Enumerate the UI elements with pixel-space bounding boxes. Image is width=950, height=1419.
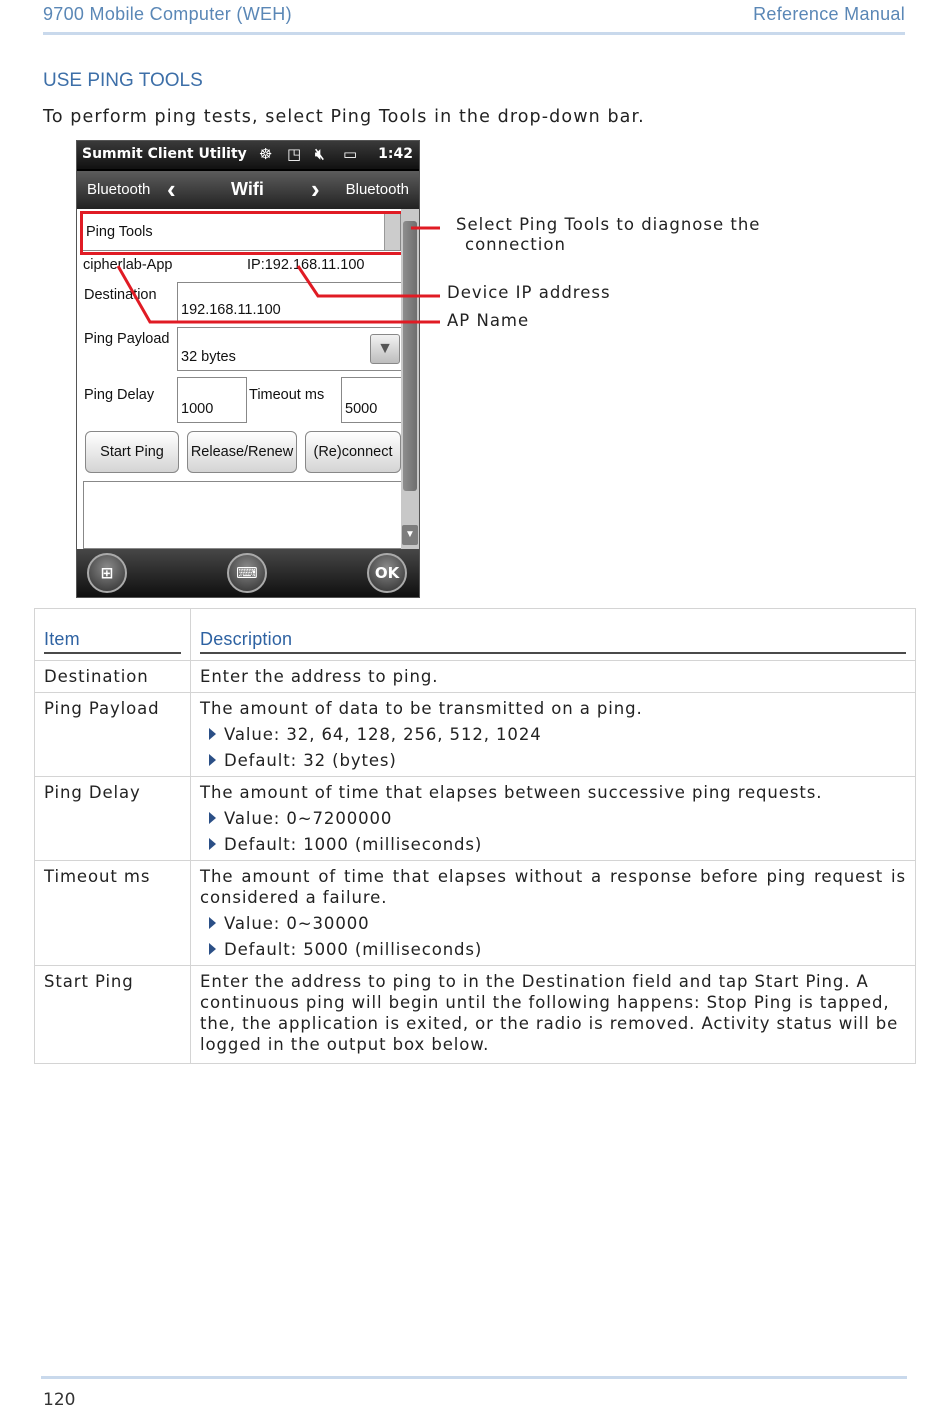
table-cell-description: The amount of data to be transmitted on a ping. Value: 32, 64, 128, 256, 512, 1024 Default: 32 (bytes) [191, 693, 916, 777]
tool-dropdown-value: Ping Tools [86, 224, 153, 240]
description-table [34, 608, 916, 1064]
keyboard-icon[interactable]: ⌨ [227, 553, 267, 593]
payload-label: Ping Payload [84, 331, 170, 347]
table-cell-description: Enter the address to ping to in the Destination field and tap Start Ping. A continuous ping will begin until the following happens: Stop Ping is tapped, the, the application is exited, or the radio is removed. Activity status will be logged in the output box below. [191, 966, 916, 1064]
timeout-value: 5000 [345, 401, 378, 417]
speaker-muted-icon: 🔇︎ [315, 145, 325, 163]
delay-label: Ping Delay [84, 387, 155, 403]
bullet-item: Default: 1000 (milliseconds) [200, 834, 906, 855]
bullet-item: Default: 32 (bytes) [200, 750, 906, 771]
table-header-row [35, 609, 916, 661]
table-row [35, 861, 916, 966]
callout-line-ap-name [118, 266, 440, 322]
reconnect-button[interactable]: (Re)connect [305, 431, 401, 473]
bullet-item: Value: 0~30000 [200, 913, 906, 934]
table-cell-item: Ping Payload [35, 693, 191, 777]
bullet-item: Value: 0~7200000 [200, 808, 906, 829]
destination-label: Destination [84, 287, 157, 303]
chevron-right-icon[interactable]: › [311, 174, 320, 204]
table-cell-item: Ping Delay [35, 777, 191, 861]
payload-value: 32 bytes [181, 349, 236, 365]
bullet-item: Value: 32, 64, 128, 256, 512, 1024 [200, 724, 906, 745]
device-clock: 1:42 [378, 146, 413, 162]
windows-start-icon[interactable]: ⊞ [87, 553, 127, 593]
device-ip-text: IP:192.168.11.100 [247, 257, 365, 273]
destination-value: 192.168.11.100 [181, 302, 281, 318]
table-header-item: Item [35, 609, 191, 661]
timeout-label: Timeout ms [249, 387, 325, 403]
table-cell-item: Start Ping [35, 966, 191, 1064]
signal-icon: ◳ [287, 145, 302, 163]
table-row [35, 661, 916, 693]
page-number: 120 [43, 1390, 76, 1410]
delay-value: 1000 [181, 401, 214, 417]
table-row [35, 693, 916, 777]
page-header-left: 9700 Mobile Computer (WEH) [43, 4, 292, 24]
nav-current-label: Wifi [231, 179, 264, 199]
table-header-description: Description [191, 609, 916, 661]
table-row [35, 777, 916, 861]
callout-ap-name: AP Name [447, 311, 530, 330]
table-row [35, 966, 916, 1064]
table-cell-description: Enter the address to ping. [191, 661, 916, 693]
battery-icon: ▭ [343, 145, 358, 163]
intro-text: To perform ping tests, select Ping Tools in the drop-down bar. [43, 107, 645, 127]
section-title: USE PING TOOLS [43, 70, 203, 91]
ok-button[interactable]: OK [367, 553, 407, 593]
callout-ping-tools-line1: Select Ping Tools to diagnose the [456, 215, 761, 234]
callout-device-ip: Device IP address [447, 283, 611, 302]
table-cell-description: The amount of time that elapses without a response before ping request is considered a failure. Value: 0~30000 Default: 5000 (milliseconds) [191, 861, 916, 966]
start-ping-button[interactable]: Start Ping [85, 431, 179, 473]
nav-next-label[interactable]: Bluetooth [345, 181, 409, 198]
release-renew-button[interactable]: Release/Renew [187, 431, 297, 473]
bullet-item: Default: 5000 (milliseconds) [200, 939, 906, 960]
nav-prev-label[interactable]: Bluetooth [87, 181, 151, 198]
device-app-title: Summit Client Utility [82, 146, 247, 162]
ap-name-text: cipherlab-App [83, 257, 173, 273]
payload-dropdown-arrow-icon[interactable]: ▼ [370, 334, 400, 364]
connectivity-icon: ☸ [259, 145, 273, 163]
table-cell-item: Destination [35, 661, 191, 693]
footer-rule [41, 1376, 907, 1379]
callout-line-device-ip [298, 266, 440, 296]
chevron-left-icon[interactable]: ‹ [167, 174, 176, 204]
page-header-right: Reference Manual [753, 4, 905, 24]
table-cell-description: The amount of time that elapses between successive ping requests. Value: 0~7200000 Default: 1000 (milliseconds) [191, 777, 916, 861]
callout-ping-tools-line2: connection [465, 235, 566, 254]
scroll-down-icon[interactable]: ▼ [402, 525, 418, 545]
table-cell-item: Timeout ms [35, 861, 191, 966]
